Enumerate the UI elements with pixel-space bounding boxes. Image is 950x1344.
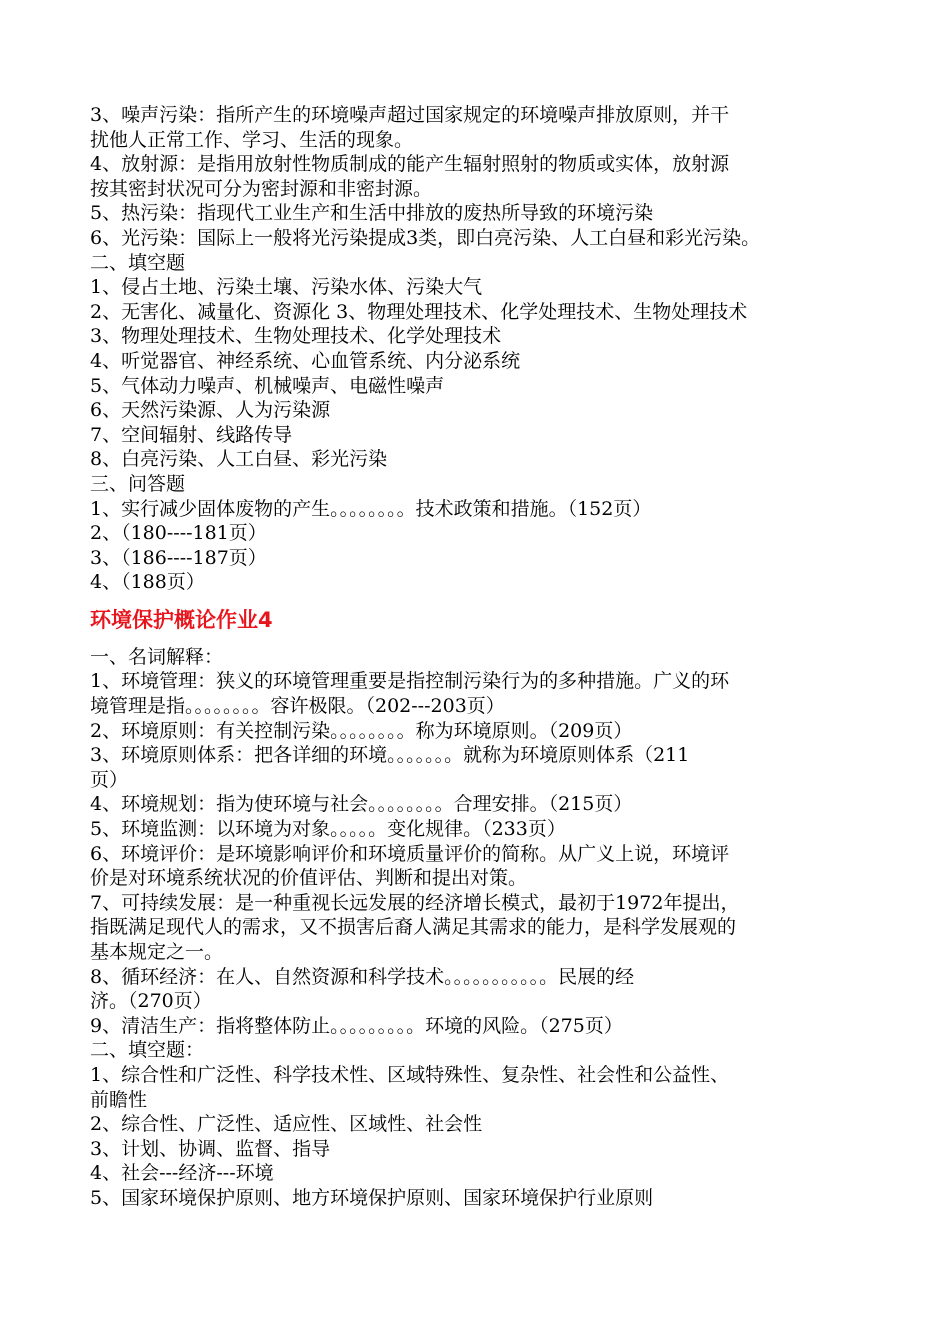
text-line: 2、环境原则：有关控制污染。。。。。。。。称为环境原则。（209页） (90, 719, 633, 742)
text-line: 3、计划、协调、监督、指导 (90, 1137, 331, 1160)
terms-section-title: 一、名词解释： (90, 645, 224, 668)
answer-item: 2、（180----181页） (90, 522, 267, 545)
definition-item (90, 152, 890, 201)
definition-item (90, 201, 890, 226)
text-line: 5、热污染：指现代工业生产和生活中排放的废热所导致的环境污染 (90, 202, 654, 225)
definition-item (90, 743, 890, 792)
text-line: 6、光污染：国际上一般将光污染提成3类，即白亮污染、人工白昼和彩光污染。 (90, 226, 761, 249)
answer-item (90, 1112, 890, 1137)
definition-item (90, 891, 890, 965)
text-line: 9、清洁生产：指将整体防止。。。。。。。。。环境的风险。（275页） (90, 1014, 623, 1037)
text-line: 3、环境原则体系：把各详细的环境。。。。。。。就称为环境原则体系（211 (90, 744, 690, 767)
definition-item (90, 103, 890, 152)
text-line: 8、循环经济：在人、自然资源和科学技术。。。。。。。。。。。民展的经 (90, 965, 635, 988)
text-line: 扰他人正常工作、学习、生活的现象。 (90, 128, 414, 151)
definition-item (90, 226, 890, 251)
definition-item (90, 842, 890, 891)
text-line: 1、环境管理：狭义的环境管理重要是指控制污染行为的多种措施。广义的环 (90, 670, 730, 693)
answer-item: 1、实行减少固体废物的产生。。。。。。。。技术政策和措施。（152页） (90, 497, 652, 520)
text-line: 6、环境评价：是环境影响评价和环境质量评价的简称。从广义上说，环境评 (90, 842, 730, 865)
text-line: 5、环境监测：以环境为对象。。。。。变化规律。（233页） (90, 818, 566, 841)
definition-item (90, 1014, 890, 1039)
term-definitions (90, 669, 890, 1038)
text-line: 5、国家环境保护原则、地方环境保护原则、国家环境保护行业原则 (90, 1186, 654, 1209)
answer-item: 5、气体动力噪声、机械噪声、电磁性噪声 (90, 374, 445, 397)
definition-item (90, 719, 890, 744)
document-page (90, 103, 890, 1211)
answer-item: 6、天然污染源、人为污染源 (90, 399, 331, 422)
qa-answers (90, 497, 890, 595)
answer-item: 4、听觉器官、神经系统、心血管系统、内分泌系统 (90, 349, 521, 372)
answer-item: 7、空间辐射、线路传导 (90, 423, 293, 446)
answer-item (90, 1137, 890, 1162)
definition-item (90, 792, 890, 817)
text-line: 价是对环境系统状况的价值评估、判断和提出对策。 (90, 867, 528, 890)
fill-in-section-title: 二、填空题： (90, 1039, 205, 1062)
answer-item: 3、物理处理技术、生物处理技术、化学处理技术 (90, 325, 502, 348)
answer-item: 1、侵占土地、污染土壤、污染水体、污染大气 (90, 276, 483, 299)
text-line: 前瞻性 (90, 1088, 148, 1111)
text-line: 页） (90, 768, 129, 791)
text-line: 1、综合性和广泛性、科学技术性、区域特殊性、复杂性、社会性和公益性、 (90, 1063, 730, 1086)
answer-item (90, 1186, 890, 1211)
answer-item: 8、白亮污染、人工白昼、彩光污染 (90, 448, 388, 471)
text-line: 按其密封状况可分为密封源和非密封源。 (90, 177, 433, 200)
text-line: 4、社会---经济---环境 (90, 1162, 274, 1185)
definitions-continued (90, 103, 890, 251)
definition-item (90, 669, 890, 718)
text-line: 2、综合性、广泛性、适应性、区域性、社会性 (90, 1113, 483, 1136)
text-line: 基本规定之一。 (90, 941, 224, 963)
answer-item (90, 1063, 890, 1112)
text-line: 境管理是指。。。。。。。。容许极限。（202---203页） (90, 695, 505, 718)
fill-in-answers (90, 1063, 890, 1211)
definition-item (90, 817, 890, 842)
text-line: 4、放射源：是指用放射性物质制成的能产生辐射照射的物质或实体，放射源 (90, 153, 730, 176)
answer-item: 2、无害化、减量化、资源化 3、物理处理技术、化学处理技术、生物处理技术 (90, 300, 748, 323)
answer-item (90, 1161, 890, 1186)
text-line: 指既满足现代人的需求，又不损害后裔人满足其需求的能力，是科学发展观的 (90, 916, 737, 939)
text-line: 7、可持续发展：是一种重视长远发展的经济增长模式，最初于1972年提出， (90, 891, 740, 914)
text-line: 3、噪声污染：指所产生的环境噪声超过国家规定的环境噪声排放原则，并干 (90, 104, 730, 126)
fill-in-section-title: 二、填空题 (90, 251, 186, 274)
fill-in-answers (90, 275, 890, 472)
qa-section-title: 三、问答题 (90, 472, 186, 495)
answer-item: 4、（188页） (90, 571, 205, 594)
definition-item (90, 965, 890, 1014)
text-line: 济。（270页） (90, 990, 212, 1013)
assignment-heading: 环境保护概论作业4 (90, 607, 273, 632)
text-line: 4、环境规划：指为使环境与社会。。。。。。。。合理安排。（215页） (90, 793, 633, 816)
answer-item: 3、（186----187页） (90, 546, 267, 569)
